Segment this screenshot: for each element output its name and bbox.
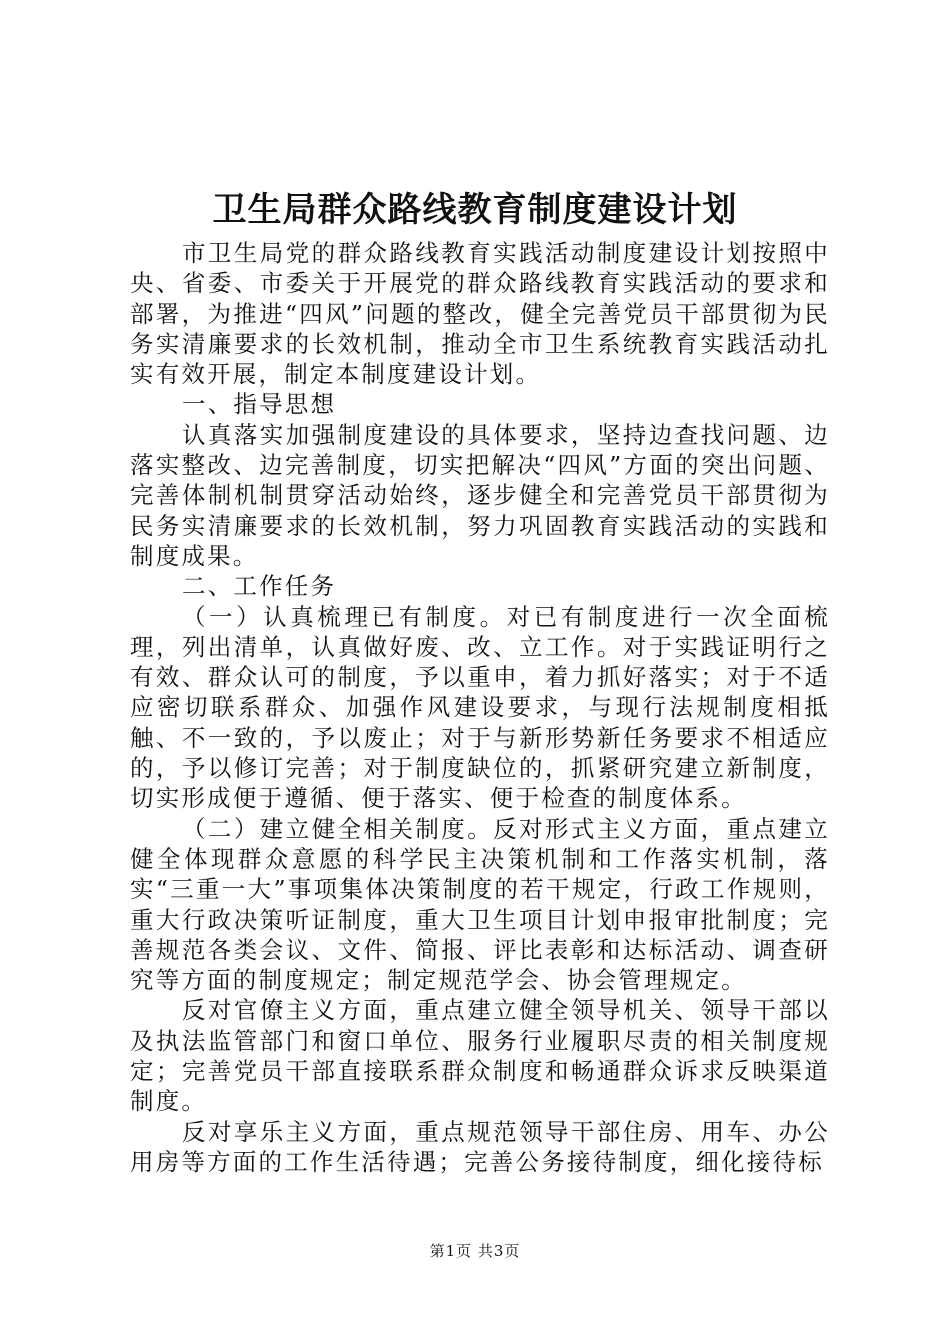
section-heading-work-tasks: 二、工作任务 — [182, 572, 337, 601]
paragraph-anti-hedonism: 反对享乐主义方面，重点规范领导干部住房、用车、办公用房等方面的工作生活待遇；完善公务接待制度，细化接待标 — [130, 1117, 830, 1176]
document-body — [130, 238, 830, 1177]
paragraph-intro: 市卫生局党的群众路线教育实践活动制度建设计划按照中央、省委、市委关于开展党的群众路线教育实践活动的要求和部署，为推进“四风”问题的整改，健全完善党员干部贯彻为民务实清廉要求的长效机制，推动全市卫生系统教育实践活动扎实有效开展，制定本制度建设计划。 — [130, 239, 830, 389]
paragraph-task-two: （二）建立健全相关制度。反对形式主义方面，重点建立健全体现群众意愿的科学民主决策机制和工作落实机制，落实“三重一大”事项集体决策制度的若干规定，行政工作规则，重大行政决策听证制度，重大卫生项目计划申报审批制度；完善规范各类会议、文件、简报、评比表彰和达标活动、调查研究等方面的制度规定；制定规范学会、协会管理规定。 — [130, 814, 830, 995]
paragraph-anti-bureaucracy: 反对官僚主义方面，重点建立健全领导机关、领导干部以及执法监管部门和窗口单位、服务行业履职尽责的相关制度规定；完善党员干部直接联系群众制度和畅通群众诉求反映渠道制度。 — [130, 996, 830, 1116]
section-heading-guiding-thought: 一、指导思想 — [182, 390, 337, 419]
page-number-footer: 第1页 共3页 — [429, 1242, 521, 1260]
document-title: 卫生局群众路线教育制度建设计划 — [212, 190, 738, 230]
paragraph-guiding-thought: 认真落实加强制度建设的具体要求，坚持边查找问题、边落实整改、边完善制度，切实把解决“四风”方面的突出问题、完善体制机制贯穿活动始终，逐步健全和完善党员干部贯彻为民务实清廉要求的长效机制，努力巩固教育实践活动的实践和制度成果。 — [130, 420, 830, 570]
paragraph-task-one: （一）认真梳理已有制度。对已有制度进行一次全面梳理，列出清单，认真做好废、改、立工作。对于实践证明行之有效、群众认可的制度，予以重申，着力抓好落实；对于不适应密切联系群众、加强作风建设要求，与现行法规制度相抵触、不一致的，予以废止；对于与新形势新任务要求不相适应的，予以修订完善；对于制度缺位的，抓紧研究建立新制度，切实形成便于遵循、便于落实、便于检查的制度体系。 — [130, 602, 830, 813]
